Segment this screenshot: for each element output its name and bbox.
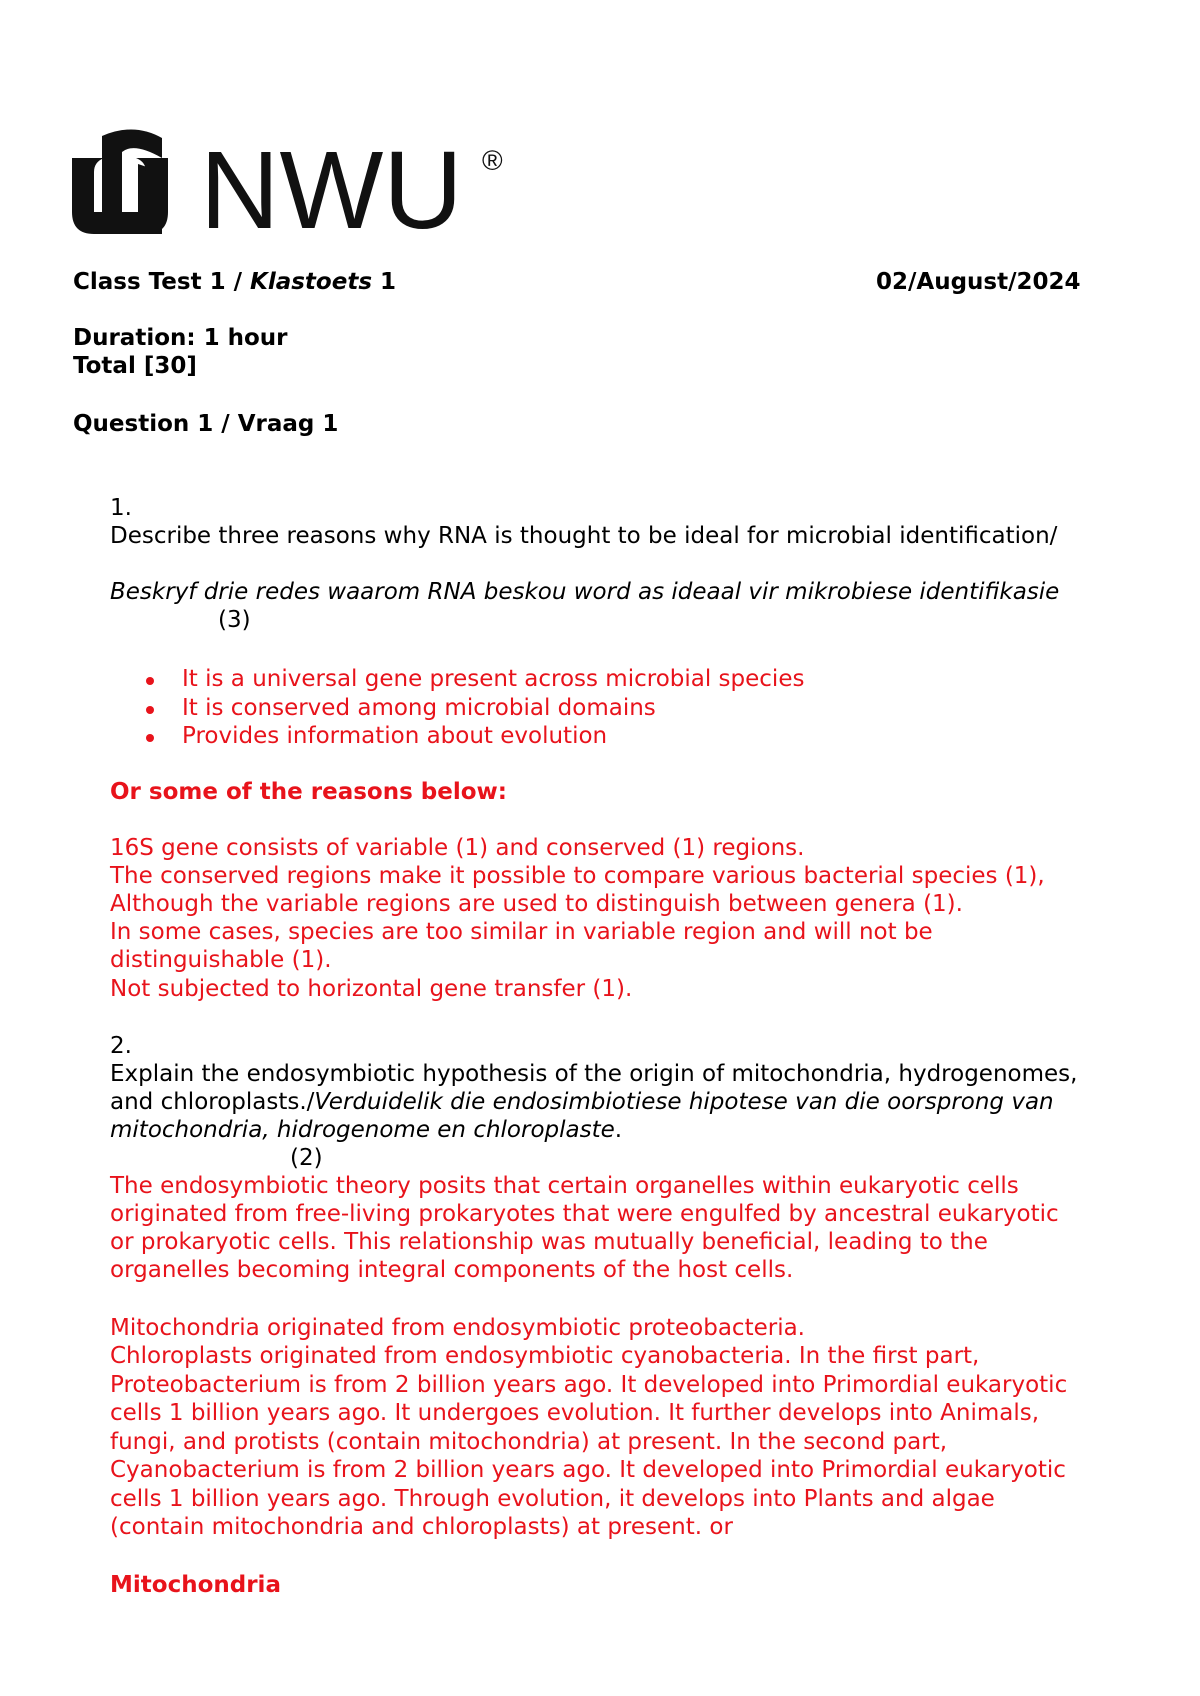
test-date: 02/August/2024 (876, 269, 1081, 295)
q1-alt-line: In some cases, species are too similar in variable region and will not be (110, 919, 933, 945)
q1-alt-line: The conserved regions make it possible to compare various bacterial species (1), (110, 863, 1045, 889)
duration: Duration: 1 hour (73, 325, 288, 351)
q2-prompt-line: Explain the endosymbiotic hypothesis of the origin of mitochondria, hydrogenomes, (110, 1061, 1078, 1087)
q2-marks: (2) (290, 1145, 323, 1171)
q2-answer-line: or prokaryotic cells. This relationship was mutually beneficial, leading to the (110, 1229, 988, 1255)
test-title: Class Test 1 / Klastoets 1 (73, 269, 397, 295)
q1-alt-line: Not subjected to horizontal gene transfer (1). (110, 976, 633, 1002)
q2-answer2-line: fungi, and protists (contain mitochondria) at present. In the second part, (110, 1429, 948, 1455)
q2-sub-heading: Mitochondria (110, 1572, 281, 1598)
q2-answer-line: organelles becoming integral components of the host cells. (110, 1257, 794, 1283)
q2-prompt-line: mitochondria, hidrogenome en chloroplaste. (110, 1117, 623, 1143)
bullet-icon (146, 706, 154, 714)
logo-wordmark: NWU (200, 129, 463, 240)
q1-prompt-af: Beskryf drie redes waarom RNA beskou word as ideaal vir mikrobiese identifikasie (110, 579, 1060, 605)
q1-prompt-en: Describe three reasons why RNA is thought to be ideal for microbial identification/ (110, 523, 1058, 549)
q2-answer2-line: cells 1 billion years ago. Through evolution, it develops into Plants and algae (110, 1486, 995, 1512)
registered-mark: ® (482, 145, 503, 176)
q2-answer2-line: Cyanobacterium is from 2 billion years ago. It developed into Primordial eukaryotic (110, 1457, 1066, 1483)
question-heading: Question 1 / Vraag 1 (73, 411, 339, 437)
q2-prompt-line: and chloroplasts./Verduidelik die endosimbiotiese hipotese van die oorsprong van (110, 1089, 1054, 1115)
q2-answer2-line: cells 1 billion years ago. It undergoes evolution. It further develops into Animals, (110, 1400, 1040, 1426)
q1-marks: (3) (218, 607, 251, 633)
q1-alt-line: distinguishable (1). (110, 947, 332, 973)
q2-answer-line: originated from free-living prokaryotes that were engulfed by ancestral eukaryotic (110, 1201, 1059, 1227)
list-item: Provides information about evolution (110, 722, 804, 751)
q1-alt-line: Although the variable regions are used to distinguish between genera (1). (110, 891, 963, 917)
q2-answer2-line: Chloroplasts originated from endosymbiotic cyanobacteria. In the first part, (110, 1343, 980, 1369)
q1-alt-line: 16S gene consists of variable (1) and conserved (1) regions. (110, 835, 805, 861)
bullet-icon (146, 677, 154, 685)
q2-answer2-line: Proteobacterium is from 2 billion years ago. It developed into Primordial eukaryotic (110, 1372, 1068, 1398)
q2-answer-line: The endosymbiotic theory posits that certain organelles within eukaryotic cells (110, 1173, 1019, 1199)
q1-number: 1. (110, 495, 132, 521)
list-item: It is a universal gene present across microbial species (110, 665, 804, 694)
q2-number: 2. (110, 1033, 132, 1059)
q1-alt-heading: Or some of the reasons below: (110, 779, 507, 805)
q2-answer2-line: (contain mitochondria and chloroplasts) at present. or (110, 1514, 733, 1540)
total-marks: Total [30] (73, 353, 197, 379)
bullet-icon (146, 734, 154, 742)
list-item: It is conserved among microbial domains (110, 694, 804, 723)
nwu-logo (72, 128, 512, 240)
q1-answer-bullets (110, 665, 804, 751)
q2-answer2-line: Mitochondria originated from endosymbiotic proteobacteria. (110, 1315, 805, 1341)
